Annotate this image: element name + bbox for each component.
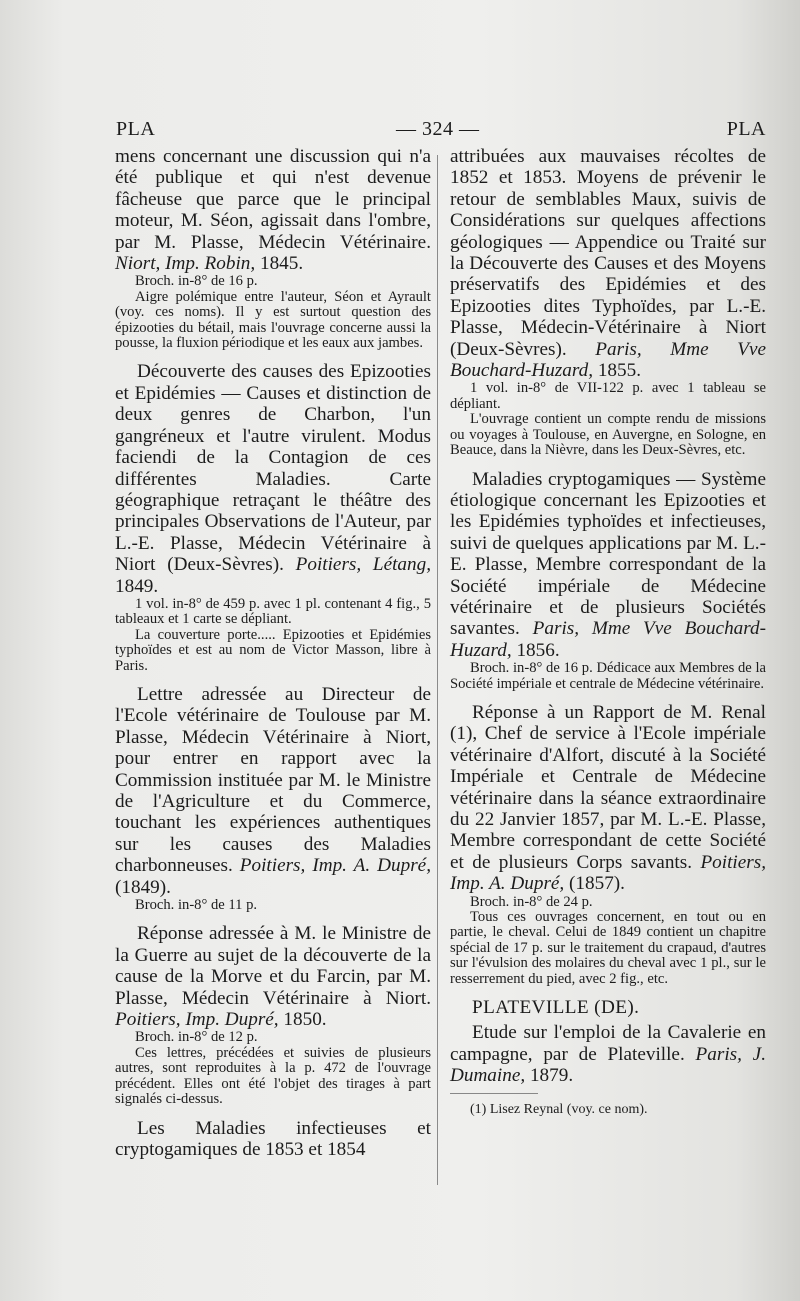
header-left-label: PLA <box>116 118 156 140</box>
entry-seon-polemic <box>115 146 431 274</box>
entry-publisher: Niort, Imp. Robin, <box>115 253 256 275</box>
entry-publisher: Poitiers, Létang, <box>295 554 431 576</box>
entry-text: Découverte des causes des Epizooties et Epidémies — Causes et distinction de deux genres de Charbon, l'un gangréneux et l'autre virulent. Modus faciendi de la Contagion de ces différentes Maladies. Carte géographique retraçant le théâtre des principales Observations de l'Auteur, par L.-E. Plasse, Médecin Vétérinaire à Niort (Deux-Sèvres). <box>115 361 431 576</box>
entry-publisher: Paris, J. Dumaine, <box>450 1043 766 1087</box>
right-column <box>450 146 766 1118</box>
entry-note: Aigre polémique entre l'auteur, Séon et Ayrault (voy. ces noms). Il y est surtout question des épizooties du bétail, mais l'ouvrage concerne aussi la pousse, la fluxion périodique et les eaux aux jambes. <box>115 288 431 352</box>
entry-description: Broch. in-8° de 16 p. Dédicace aux Membres de la Société impériale et centrale de Médecine vétérinaire. <box>450 660 766 692</box>
page-number: — 324 — <box>396 118 480 140</box>
entry-text: Maladies cryptogamiques — Système étiologique concernant les Epizooties et les Epidémies typhoïdes et infectieuses, suivi de quelques applications par M. L.-E. Plasse, Membre correspondant de la Société impériale de Médecine vétérinaire et de plusieurs Sociétés savantes. <box>450 468 766 640</box>
entry-publisher: Paris, Mme Vve Bouchard-Huzard, <box>450 618 766 661</box>
entry-year: (1857). <box>569 873 625 895</box>
entry-description: 1 vol. in-8° de 459 p. avec 1 pl. contenant 4 fig., 5 tableaux et 1 carte se dépliant. <box>115 595 431 628</box>
entry-lettre-toulouse <box>115 684 431 898</box>
entry-year: 1850. <box>283 1009 327 1031</box>
entry-text: Réponse à un Rapport de M. Renal (1), Chef de service à l'Ecole impériale vétérinaire d'Alfort, discuté à la Société Impériale et Centrale de Médecine vétérinaire dans la séance extraordinaire du 22 Janvier 1857, par M. L.-E. Plasse, Membre correspondant de cette Société et de plusieurs Corps savants. <box>450 701 766 873</box>
footnote-rule <box>450 1093 538 1094</box>
entry-text: mens concernant une discussion qui n'a été publique et qui n'est devenue fâcheuse que parce que le principal moteur, M. Séon, agissait dans l'ombre, par M. Plasse, Médecin Vétérinaire. <box>115 146 431 253</box>
entry-year: 1845. <box>259 253 304 275</box>
entry-year: 1849. <box>115 575 159 597</box>
column-divider <box>437 155 438 1185</box>
entry-text: attribuées aux mauvaises récoltes de 1852 et 1853. Moyens de prévenir le retour de semblables Maux, suivis de Considérations sur quelques affections géologiques — Appendice ou Traité sur la Découverte des Causes et des Moyens préservatifs des Epidémies et des Epizooties dites Typhoïdes, par L.-E. Plasse, Médecin-Vétérinaire à Niort (Deux-Sèvres). <box>450 146 766 360</box>
entry-text: Réponse adressée à M. le Ministre de la Guerre au sujet de la découverte de la cause de la Morve et du Farcin, par M. Plasse, Médecin Vétérinaire à Niort. <box>115 923 431 1009</box>
entry-publisher: Poitiers, Imp. A. Dupré, <box>450 851 766 895</box>
left-column <box>115 146 431 1160</box>
entry-note: Tous ces ouvrages concernent, en tout ou en partie, le cheval. Celui de 1849 contient un chapitre spécial de 17 p. sur le traitement du crapaud, d'autres sur l'évulsion des molaires du cheval avec 1 pl., sur le resserrement du pied, avec 2 fig., etc. <box>450 909 766 987</box>
entry-description: Broch. in-8° de 12 p. <box>135 1029 258 1046</box>
entry-note: L'ouvrage contient un compte rendu de missions ou voyages à Toulouse, en Auvergne, en Sologne, en Beauce, dans la Nièvre, dans les Deux-Sèvres, etc. <box>450 411 766 459</box>
entry-maladies-infectieuses-cont <box>450 146 766 381</box>
footnote: (1) Lisez Reynal (voy. ce nom). <box>470 1101 648 1117</box>
entry-note: La couverture porte..... Epizooties et Epidémies typhoïdes et est au nom de Victor Masson, libre à Paris. <box>115 626 431 674</box>
entry-publisher: Poitiers, Imp. A. Dupré, <box>239 855 431 877</box>
entry-text: Lettre adressée au Directeur de l'Ecole vétérinaire de Toulouse par M. Plasse, Médecin Vétérinaire à Niort, pour entrer en rapport avec la Commission instituée par M. le Ministre de l'Agriculture et du Commerce, touchant les expériences authentiques sur les causes des Maladies charbonneuses. <box>115 683 431 877</box>
header-right-label: PLA <box>726 118 766 140</box>
author-heading: PLATEVILLE (DE). <box>472 997 640 1019</box>
entry-year: 1879. <box>529 1065 574 1087</box>
entry-plateville-cavalerie <box>450 1022 766 1086</box>
entry-year: (1849). <box>115 876 171 898</box>
entry-maladies-cryptogamiques <box>450 469 766 662</box>
entry-note: Ces lettres, précédées et suivies de plusieurs autres, sont reproduites à la p. 472 de l'ouvrage précédent. Elles ont été l'objet des tirages à part signalés ci-dessus. <box>115 1044 431 1108</box>
entry-description: Broch. in-8° de 24 p. <box>470 893 593 910</box>
entry-text: Etude sur l'emploi de la Cavalerie en campagne, par de Plateville. <box>450 1022 766 1065</box>
running-header <box>116 118 766 148</box>
entry-publisher: Paris, Mme Vve Bouchard-Huzard, <box>450 338 766 382</box>
entry-decouverte-causes <box>115 361 431 596</box>
entry-description: 1 vol. in-8° de VII-122 p. avec 1 tableau se dépliant. <box>450 380 766 412</box>
entry-description: Broch. in-8° de 11 p. <box>135 897 258 914</box>
entry-maladies-infectieuses: Les Maladies infectieuses et cryptogamiques de 1853 et 1854 <box>115 1117 431 1160</box>
entry-year: 1855. <box>597 360 641 382</box>
entry-reponse-rapport <box>450 702 766 895</box>
entry-year: 1856. <box>516 639 560 661</box>
entry-publisher: Poitiers, Imp. Dupré, <box>115 1009 279 1031</box>
entry-description: Broch. in-8° de 16 p. <box>135 273 258 290</box>
entry-reponse-ministre <box>115 923 431 1030</box>
